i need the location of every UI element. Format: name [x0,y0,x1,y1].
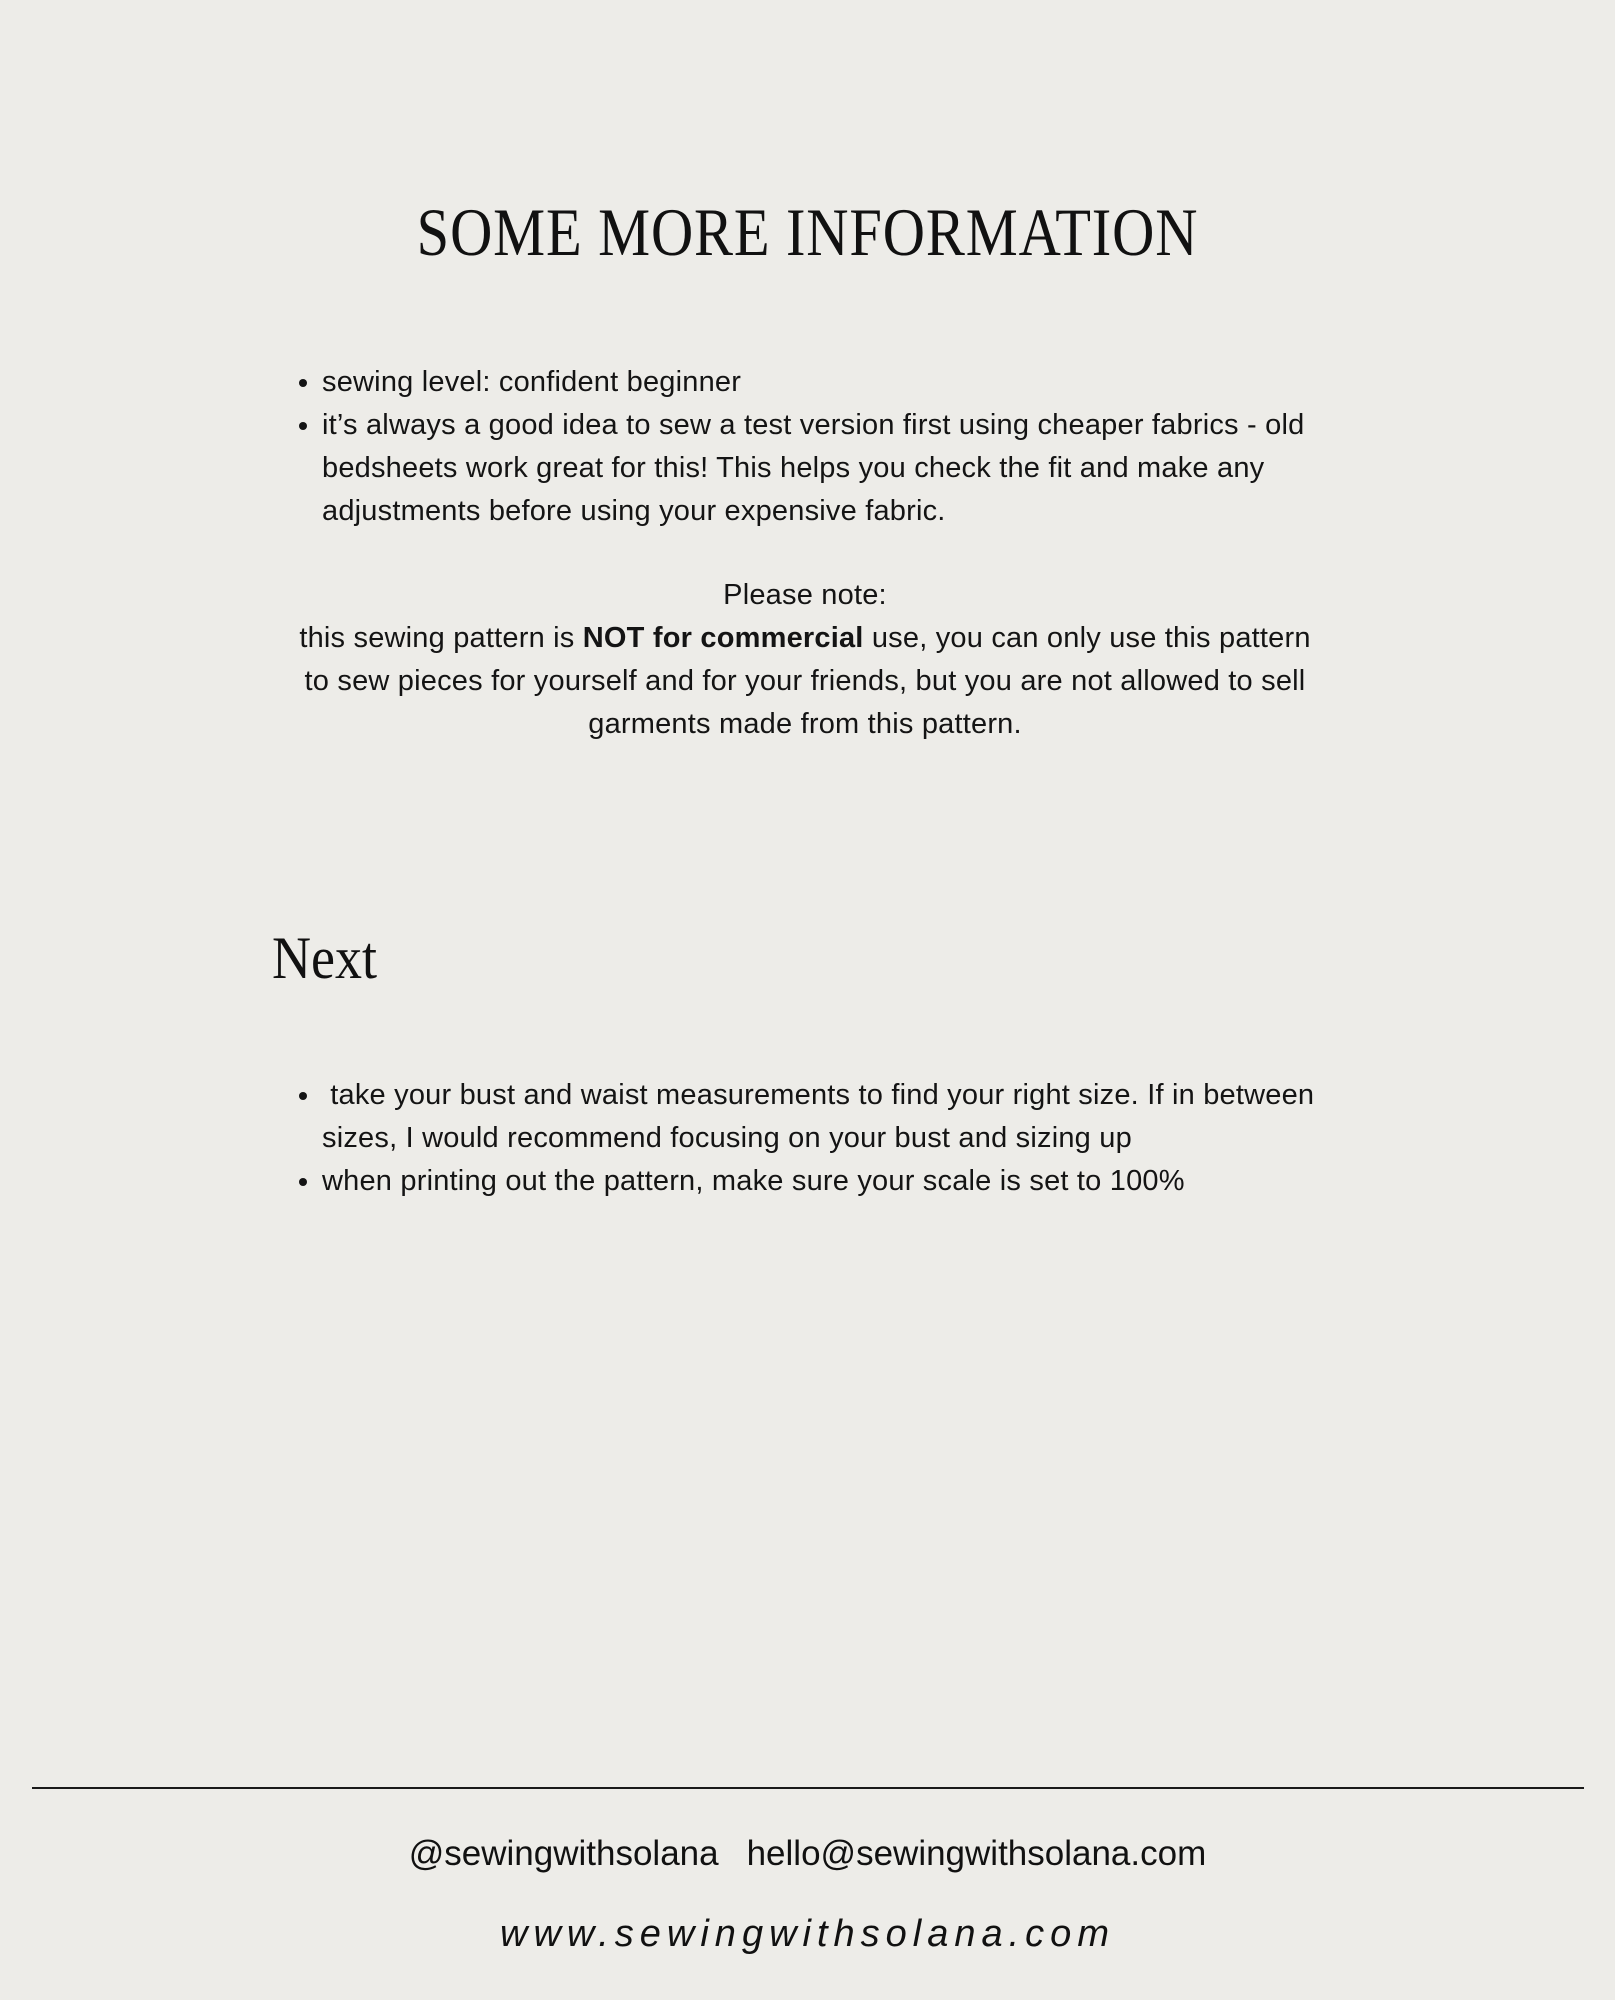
footer-divider [32,1787,1584,1789]
website-link[interactable]: www.sewingwithsolana.com [500,1913,1115,1955]
email-link[interactable]: hello@sewingwithsolana.com [746,1834,1207,1873]
note-text [290,617,1320,746]
info-list [290,361,1392,533]
next-steps-list [290,1074,1392,1203]
note-block [290,574,1320,746]
list-item: • take your bust and waist measurements to find your right size. If in between sizes, I would recommend focusing on your bust and sizing up [322,1074,1392,1160]
next-heading: Next [272,925,377,991]
note-heading: Please note: [723,579,887,611]
note-text-end: use, you can only use this pattern to sew pieces for yourself and for your friends, but you are not allowed to sell garments made from this pattern. [304,622,1311,740]
list-item: • when printing out the pattern, make sure your scale is set to 100% [322,1160,1392,1203]
instagram-handle[interactable]: @sewingwithsolana [408,1834,719,1873]
note-emphasis: NOT for commercial [582,622,864,654]
list-item: • sewing level: confident beginner [322,361,1392,404]
page-title: SOME MORE INFORMATION [416,194,1199,270]
footer-contacts [0,1832,1615,1876]
note-text-start: this sewing pattern is [299,622,583,654]
list-item: • it’s always a good idea to sew a test version first using cheaper fabrics - old bedsheets work great for this! This helps you check the fit and make any adjustments before using your expensive fabric. [322,404,1392,533]
